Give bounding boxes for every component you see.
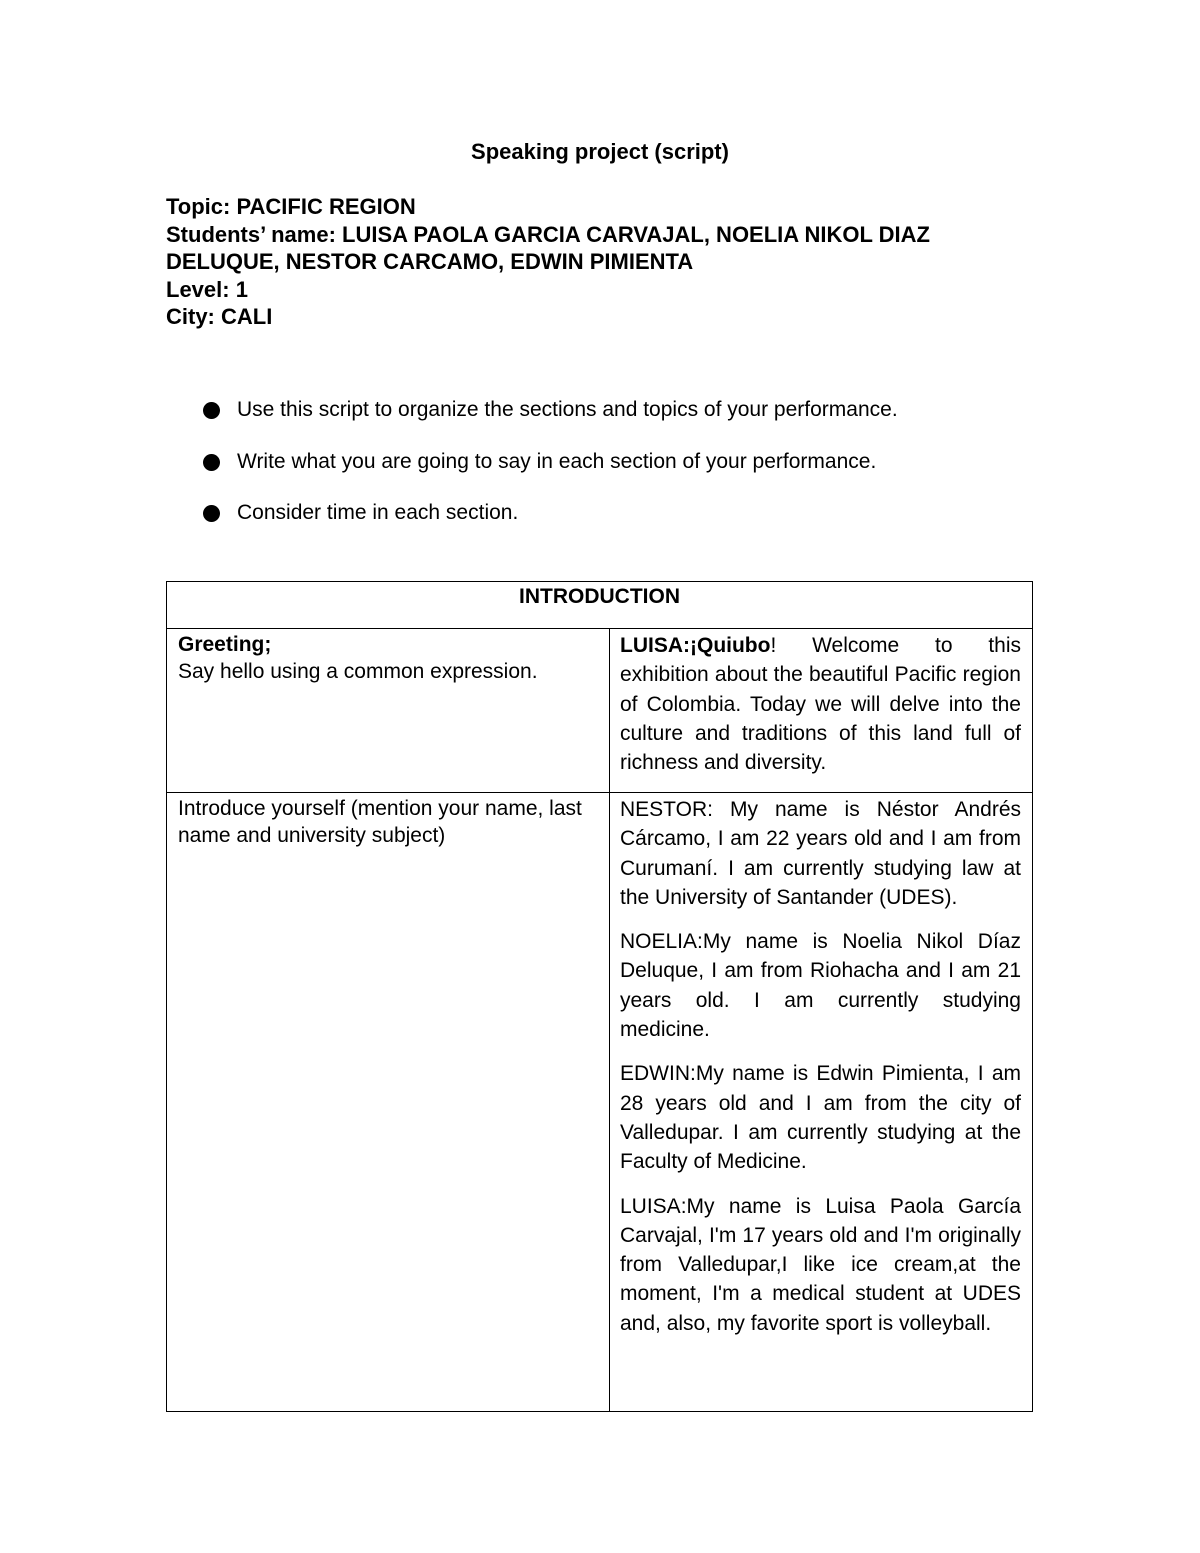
topic-line	[166, 193, 1036, 221]
greeting-response	[620, 631, 1021, 777]
greeting-response-cell	[610, 629, 1033, 793]
table-row	[167, 793, 1033, 1412]
bullet-icon	[203, 402, 220, 419]
students-line	[166, 221, 1036, 249]
students-label: Students’ name:	[166, 221, 343, 247]
introduce-prompt: Introduce yourself (mention your name, last name and university subject)	[178, 797, 582, 847]
greeting-label: Greeting;	[178, 633, 272, 656]
response-edwin: EDWIN:My name is Edwin Pimienta, I am 28 years old and I am from the city of Valledupar. I am currently studying at the Faculty of Medicine.	[620, 1062, 1021, 1174]
students-value-line2: DELUQUE, NESTOR CARCAMO, EDWIN PIMIENTA	[166, 249, 694, 274]
section-title: INTRODUCTION	[167, 582, 1033, 629]
instruction-text: Consider time in each section.	[237, 501, 519, 524]
script-table	[166, 581, 1033, 1412]
level-label: Level:	[166, 276, 236, 302]
instruction-item	[200, 396, 1050, 424]
city-line	[166, 303, 1036, 331]
response-nestor: NESTOR: My name is Néstor Andrés Cárcamo, I am 22 years old and I am from Curumaní. I am currently studying law at the University of Santander (UDES).	[620, 798, 1021, 909]
instruction-text: Use this script to organize the sections and topics of your performance.	[237, 398, 898, 421]
table-row	[167, 629, 1033, 793]
city-value: CALI	[221, 304, 273, 329]
introduce-prompt-cell	[167, 793, 610, 1412]
city-label: City:	[166, 304, 221, 329]
instruction-item	[200, 499, 1050, 527]
level-value: 1	[235, 276, 248, 302]
greeting-prompt-cell	[167, 629, 610, 793]
level-line	[166, 276, 1036, 304]
topic-label: Topic:	[166, 194, 237, 219]
bullet-icon	[203, 454, 220, 471]
greeting-response-speaker: LUISA:¡Quiubo	[620, 634, 771, 657]
instruction-item	[200, 448, 1050, 476]
response-noelia: NOELIA:My name is Noelia Nikol Díaz Deluque, I am from Riohacha and I am 21 years old. I am currently studying medicine.	[620, 930, 1021, 1042]
greeting-prompt: Say hello using a common expression.	[178, 660, 538, 683]
response-luisa: LUISA:My name is Luisa Paola García Carvajal, I'm 17 years old and I'm originally from Valledupar,I like ice cream,at the moment, I'm a medical student at UDES and, also, my favorite sport is volleyball.	[620, 1194, 1021, 1335]
topic-value: PACIFIC REGION	[236, 194, 416, 219]
instruction-list	[200, 396, 1050, 551]
page-title: Speaking project (script)	[471, 139, 729, 164]
instruction-text: Write what you are going to say in each section of your performance.	[237, 449, 877, 473]
greeting-response-text: ! Welcome to this exhibition about the beautiful Pacific region of Colombia. Today we will delve into the culture and traditions of this land full of richness and diversity.	[620, 634, 1021, 775]
introduce-response-cell	[610, 793, 1033, 1412]
project-meta	[166, 193, 1036, 331]
students-value-line1: LUISA PAOLA GARCIA CARVAJAL, NOELIA NIKOL DIAZ	[342, 221, 930, 247]
bullet-icon	[203, 505, 220, 522]
section-header-row	[167, 582, 1033, 629]
